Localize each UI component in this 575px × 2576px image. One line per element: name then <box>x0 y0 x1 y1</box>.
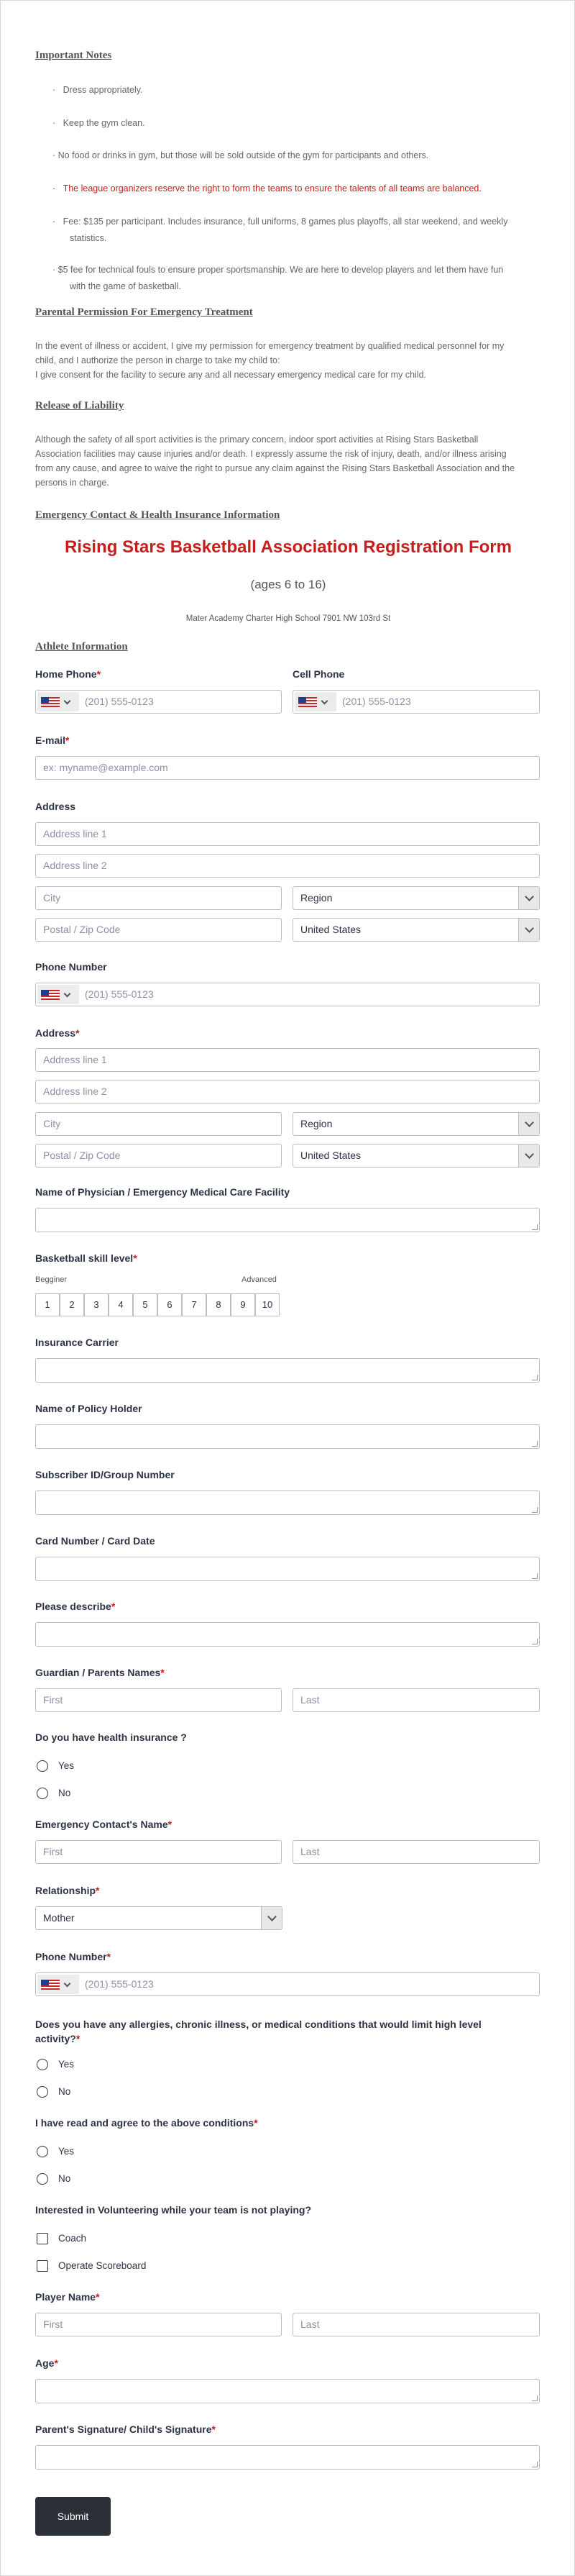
player-name-label: Player Name* <box>35 2291 100 2303</box>
chevron-down-icon <box>518 887 539 909</box>
address-line2-input[interactable]: Address line 2 <box>35 1080 540 1103</box>
us-flag-icon <box>41 1980 60 1990</box>
emergency-last-input[interactable]: Last <box>293 1840 540 1864</box>
signature-textarea[interactable] <box>35 2445 540 2470</box>
coach-checkbox[interactable] <box>37 2233 48 2244</box>
note-item-technical-fouls: · $5 fee for technical fouls to ensure proper sportsmanship. We are here to develop players and let them have fun <box>52 265 504 275</box>
country-code-select[interactable] <box>295 692 336 711</box>
us-flag-icon <box>41 697 60 707</box>
signature-label: Parent's Signature/ Child's Signature* <box>35 2423 216 2435</box>
age-label: Age* <box>35 2357 58 2369</box>
health-insurance-yes-radio[interactable] <box>37 1760 48 1772</box>
health-insurance-yes-label: Yes <box>58 1760 75 1771</box>
card-textarea[interactable] <box>35 1557 540 1581</box>
policy-holder-label: Name of Policy Holder <box>35 1403 142 1414</box>
skill-low-label: Begginer <box>35 1275 68 1284</box>
chevron-down-icon <box>64 1980 71 1988</box>
city-input[interactable]: City <box>35 886 282 910</box>
country-code-select[interactable] <box>37 692 79 711</box>
notes-heading: Important Notes <box>35 50 112 61</box>
athlete-heading: Athlete Information <box>35 641 128 652</box>
submit-button[interactable]: Submit <box>35 2497 111 2536</box>
allergies-yes-label: Yes <box>58 2059 75 2070</box>
country-select[interactable]: United States <box>293 1144 540 1168</box>
physician-textarea[interactable] <box>35 1208 540 1232</box>
email-label: E-mail* <box>35 734 70 746</box>
health-insurance-no-label: No <box>58 1788 71 1798</box>
age-textarea[interactable] <box>35 2379 540 2403</box>
physician-label: Name of Physician / Emergency Medical Care Facility <box>35 1186 290 1198</box>
player-first-input[interactable]: First <box>35 2313 282 2336</box>
allergies-no-label: No <box>58 2086 71 2097</box>
volunteer-label: Interested in Volunteering while your team is not playing? <box>35 2204 312 2216</box>
note-item: · No food or drinks in gym, but those will be sold outside of the gym for participants and others. <box>52 150 429 160</box>
venue-address: Mater Academy Charter High School 7901 NW 103rd St <box>185 614 391 623</box>
permission-heading: Parental Permission For Emergency Treatment <box>35 306 253 318</box>
skill-option-6[interactable]: 6 <box>157 1293 182 1316</box>
address-line1-input[interactable]: Address line 1 <box>35 1048 540 1072</box>
subscriber-textarea[interactable] <box>35 1490 540 1515</box>
address-line1-input[interactable]: Address line 1 <box>35 822 540 846</box>
insurance-carrier-label: Insurance Carrier <box>35 1337 119 1348</box>
emergency-first-input[interactable]: First <box>35 1840 282 1864</box>
chevron-down-icon <box>518 1113 539 1135</box>
coach-label: Coach <box>58 2233 87 2244</box>
health-insurance-no-radio[interactable] <box>37 1788 48 1799</box>
scoreboard-checkbox[interactable] <box>37 2260 48 2272</box>
describe-textarea[interactable] <box>35 1622 540 1647</box>
agree-yes-label: Yes <box>58 2146 75 2157</box>
country-code-select[interactable] <box>37 1975 79 1994</box>
skill-scale <box>35 1293 282 1316</box>
guardian-last-input[interactable]: Last <box>293 1688 540 1712</box>
form-title: Rising Stars Basketball Association Registration Form <box>65 537 512 557</box>
note-item-technical-fouls-cont: with the game of basketball. <box>70 281 181 291</box>
skill-option-2[interactable]: 2 <box>60 1293 84 1316</box>
phone-number-required-label: Phone Number* <box>35 1951 111 1962</box>
guardian-first-input[interactable]: First <box>35 1688 282 1712</box>
agree-no-label: No <box>58 2173 71 2184</box>
subscriber-label: Subscriber ID/Group Number <box>35 1469 175 1480</box>
country-select[interactable]: United States <box>293 918 540 942</box>
skill-option-7[interactable]: 7 <box>182 1293 206 1316</box>
address-required-label: Address* <box>35 1027 80 1039</box>
country-code-select[interactable] <box>37 985 79 1004</box>
cell-phone-input[interactable]: (201) 555-0123 <box>293 690 540 714</box>
postal-input[interactable]: Postal / Zip Code <box>35 1144 282 1168</box>
agree-label: I have read and agree to the above conditions* <box>35 2117 258 2129</box>
home-phone-input[interactable]: (201) 555-0123 <box>35 690 282 714</box>
skill-high-label: Advanced <box>242 1275 277 1284</box>
agree-no-radio[interactable] <box>37 2173 48 2185</box>
relationship-select[interactable]: Mother <box>35 1906 282 1930</box>
emergency-phone-input[interactable]: (201) 555-0123 <box>35 1972 540 1996</box>
chevron-down-icon <box>518 1144 539 1167</box>
skill-option-10[interactable]: 10 <box>255 1293 280 1316</box>
policy-holder-textarea[interactable] <box>35 1424 540 1449</box>
note-item-fee: · Fee: $135 per participant. Includes insurance, full uniforms, 8 games plus playoffs, all star weekend, and weekly <box>52 217 508 227</box>
cell-phone-label: Cell Phone <box>293 668 345 680</box>
skill-option-9[interactable]: 9 <box>231 1293 255 1316</box>
form-subtitle: (ages 6 to 16) <box>250 578 326 591</box>
home-phone-label: Home Phone* <box>35 668 101 680</box>
emergency-contact-label: Emergency Contact's Name* <box>35 1819 172 1830</box>
chevron-down-icon <box>321 698 328 705</box>
agree-yes-radio[interactable] <box>37 2146 48 2157</box>
permission-text: In the event of illness or accident, I give my permission for emergency treatment by qualified medical personnel for my child, and I authorize the person in charge to take my child to: I give consent for the facility to secure any and all necessary emergency medical care for my child. <box>35 341 505 380</box>
allergies-label: Does you have any allergies, chronic illness, or medical conditions that would limit high level activity?* <box>35 2019 482 2044</box>
us-flag-icon <box>298 697 317 707</box>
player-last-input[interactable]: Last <box>293 2313 540 2336</box>
note-item: · Keep the gym clean. <box>52 118 145 128</box>
skill-option-1[interactable]: 1 <box>35 1293 60 1316</box>
skill-option-4[interactable]: 4 <box>109 1293 133 1316</box>
postal-input[interactable]: Postal / Zip Code <box>35 918 282 942</box>
scoreboard-label: Operate Scoreboard <box>58 2260 147 2271</box>
email-field[interactable]: ex: myname@example.com <box>35 756 540 780</box>
note-item-balanced-teams: · The league organizers reserve the right to form the teams to ensure the talents of all teams are balanced. <box>52 183 482 194</box>
note-item: · Dress appropriately. <box>52 85 143 95</box>
phone-number-input[interactable]: (201) 555-0123 <box>35 983 540 1006</box>
chevron-down-icon <box>64 698 71 705</box>
chevron-down-icon <box>64 991 71 998</box>
card-label: Card Number / Card Date <box>35 1535 155 1547</box>
insurance-carrier-textarea[interactable] <box>35 1358 540 1383</box>
chevron-down-icon <box>518 919 539 941</box>
region-select[interactable]: Region <box>293 1112 540 1136</box>
relationship-label: Relationship* <box>35 1885 100 1896</box>
allergies-yes-radio[interactable] <box>37 2059 48 2070</box>
describe-label: Please describe* <box>35 1601 116 1612</box>
allergies-no-radio[interactable] <box>37 2086 48 2098</box>
skill-option-8[interactable]: 8 <box>206 1293 231 1316</box>
skill-option-3[interactable]: 3 <box>84 1293 109 1316</box>
phone-number-label: Phone Number <box>35 961 107 973</box>
liability-heading: Release of Liability <box>35 400 124 411</box>
chevron-down-icon <box>261 1907 282 1929</box>
skill-level-label: Basketball skill level* <box>35 1252 137 1264</box>
health-insurance-label: Do you have health insurance ? <box>35 1731 187 1743</box>
us-flag-icon <box>41 990 60 1000</box>
insurance-info-heading: Emergency Contact & Health Insurance Information <box>35 509 280 521</box>
region-select[interactable]: Region <box>293 886 540 910</box>
guardian-label: Guardian / Parents Names* <box>35 1667 165 1678</box>
address-label: Address <box>35 801 76 812</box>
liability-text: Although the safety of all sport activities is the primary concern, indoor sport activities at Rising Stars Basketball Association facilities may cause injuries and/or death. I expressly assume the risk of injury, death, and/or illness arising from any cause, and agree to waive the right to pursue any claim against the Rising Stars Basketball Association and the persons in charge. <box>35 434 515 488</box>
address-line2-input[interactable]: Address line 2 <box>35 854 540 878</box>
city-input[interactable]: City <box>35 1112 282 1136</box>
note-item-fee-cont: statistics. <box>70 233 107 243</box>
skill-option-5[interactable]: 5 <box>133 1293 157 1316</box>
